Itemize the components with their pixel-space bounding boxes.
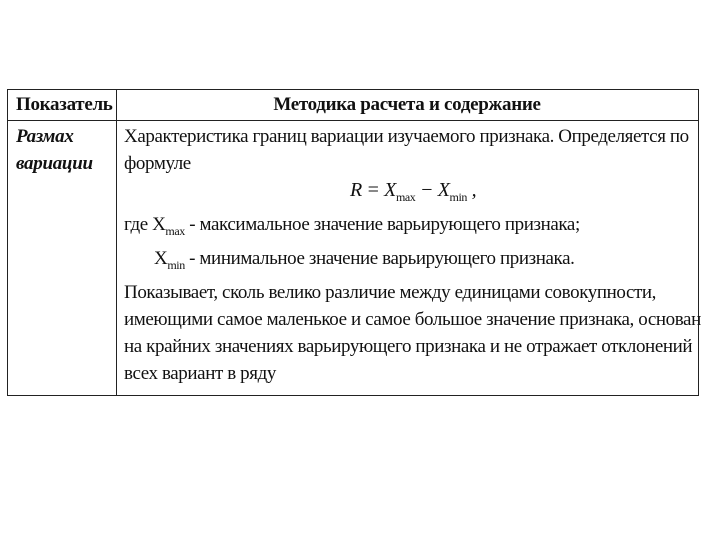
- description-line-1: Характеристика границ вариации изучаемого признака. Определяется по: [124, 126, 689, 147]
- methodology-content: [124, 123, 701, 387]
- definition-min-text: - минимальное значение варьирующего признака.: [184, 248, 575, 269]
- definition-min-sub: min: [167, 258, 185, 272]
- definition-max-text: - максимальное значение варьирующего признака;: [184, 214, 580, 235]
- definition-max-sub: max: [165, 224, 185, 238]
- methodology-table: [7, 89, 699, 396]
- formula-minus: − X: [415, 179, 450, 201]
- definition-max: [124, 211, 690, 245]
- column-divider: [116, 90, 117, 395]
- indicator-name-line1: Размах: [16, 126, 74, 147]
- description-line-2: формуле: [124, 153, 191, 174]
- paragraph-line-4: всех вариант в ряду: [124, 363, 276, 384]
- header-divider: [8, 120, 698, 121]
- range-formula: [124, 177, 690, 211]
- indicator-name-line2: вариации: [16, 153, 93, 174]
- header-indicator: Показатель: [16, 94, 113, 115]
- definition-max-prefix: где X: [124, 214, 166, 235]
- paragraph-line-3: на крайних значениях варьирующего признака и не отражает отклонений: [124, 336, 693, 357]
- definition-min-prefix: X: [154, 248, 168, 269]
- formula-tail: ,: [467, 179, 477, 201]
- formula-sub-max: max: [395, 190, 416, 204]
- formula-lhs: R = X: [350, 179, 396, 201]
- header-methodology: Методика расчета и содержание: [273, 94, 541, 115]
- formula-sub-min: min: [449, 190, 467, 204]
- definition-min: [124, 245, 690, 279]
- paragraph-line-1: Показывает, сколь велико различие между единицами совокупности,: [124, 282, 657, 303]
- paragraph-line-2: имеющими самое маленькое и самое большое значение признака, основан: [124, 309, 701, 330]
- indicator-name: [16, 123, 112, 177]
